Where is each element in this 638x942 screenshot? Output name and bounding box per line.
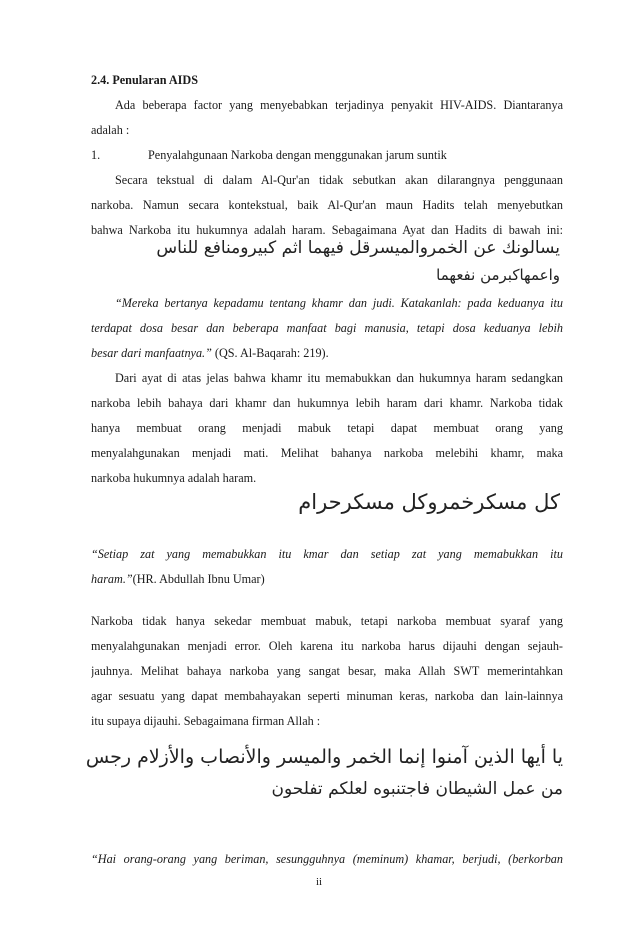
- paragraph-line: narkoba. Namun secara kontekstual, baik Al-Qur'an maun Hadits telah menyebutkan: [91, 198, 563, 212]
- paragraph-line: bahwa Narkoba itu hukumnya adalah haram. Sebagaimana Ayat dan Hadits di bawah ini:: [91, 223, 563, 237]
- quote-line: “Setiap zat yang memabukkan itu kmar dan setiap zat yang memabukkan itu: [91, 547, 563, 561]
- list-item-text: Penyalahgunaan Narkoba dengan menggunakan jarum suntik: [148, 148, 447, 162]
- quote-line: “Mereka bertanya kepadamu tentang khamr dan judi. Katakanlah: pada keduanya itu: [115, 296, 563, 310]
- paragraph-line: Ada beberapa factor yang menyebabkan terjadinya penyakit HIV-AIDS. Diantaranya: [115, 98, 563, 112]
- paragraph-line: menyalahgunakan menjadi mati. Melihat bahanya narkoba melebihi khamr, maka: [91, 446, 563, 460]
- quote-reference: (QS. Al-Baqarah: 219).: [211, 346, 329, 360]
- quote-text: besar dari manfaatnya.”: [91, 346, 212, 360]
- paragraph-line: narkoba lebih bahaya dari khamr dan hukumnya lebih haram dari khamr. Narkoba tidak: [91, 396, 563, 410]
- arabic-hadith: كل مسكرخمروكل مسكرحرام: [298, 490, 560, 514]
- paragraph-line: jauhnya. Melihat bahaya narkoba yang sangat besar, maka Allah SWT memerintahkan: [91, 664, 563, 678]
- paragraph-line: hanya membuat orang menjadi mabuk tetapi dapat membuat orang yang: [91, 421, 563, 435]
- page-number: ii: [315, 876, 323, 888]
- paragraph-line: adalah :: [91, 123, 130, 137]
- quote-line-with-reference: [91, 345, 563, 361]
- paragraph-line: menyalahgunakan menjadi error. Oleh karena itu narkoba harus dijauhi dengan sejauh-: [91, 639, 563, 653]
- arabic-verse-line: واعمهاكبرمن نفعهما: [436, 266, 560, 284]
- list-number: 1.: [91, 148, 101, 162]
- paragraph-line: Narkoba tidak hanya sekedar membuat mabuk, tetapi narkoba membuat syaraf yang: [91, 614, 563, 628]
- quote-line: “Hai orang-orang yang beriman, sesungguhnya (meminum) khamar, berjudi, (berkorban: [91, 852, 563, 866]
- paragraph-line: itu supaya dijauhi. Sebagaimana firman Allah :: [91, 714, 321, 728]
- quote-line: terdapat dosa besar dan beberapa manfaat bagi manusia, tetapi dosa keduanya lebih: [91, 321, 563, 335]
- paragraph-line: agar sesuatu yang dapat membahayakan seperti minuman keras, narkoba dan lain-lainnya: [91, 689, 563, 703]
- arabic-verse-line: يا أيها الذين آمنوا إنما الخمر والميسر والأنصاب والأزلام رجس: [85, 746, 563, 768]
- quote-text: haram.”: [91, 572, 133, 586]
- quote-reference: (HR. Abdullah Ibnu Umar): [132, 572, 265, 586]
- arabic-verse-line: يسالونك عن الخمروالميسرقل فيهما اثم كبيرومنافع للناس: [156, 238, 560, 258]
- paragraph-line: Secara tekstual di dalam Al-Qur'an tidak sebutkan akan dilarangnya penggunaan: [115, 173, 563, 187]
- paragraph-line: narkoba hukumnya adalah haram.: [91, 471, 257, 485]
- quote-line-with-reference: [91, 571, 563, 587]
- paragraph-line: Dari ayat di atas jelas bahwa khamr itu memabukkan dan hukumnya haram sedangkan: [115, 371, 563, 385]
- arabic-verse-line: من عمل الشيطان فاجتنبوه لعلكم تفلحون: [271, 779, 563, 799]
- section-heading: 2.4. Penularan AIDS: [91, 73, 198, 87]
